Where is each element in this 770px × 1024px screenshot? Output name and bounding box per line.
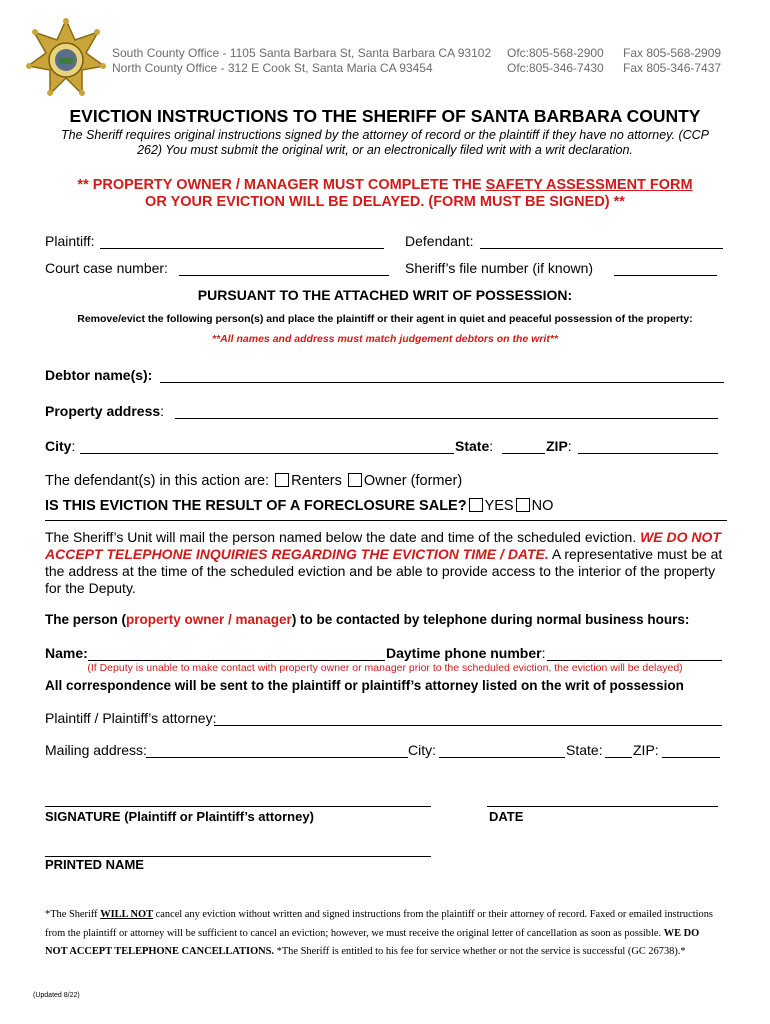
foreclosure-row <box>45 498 553 514</box>
date-label: DATE <box>489 809 524 824</box>
mailing-state-field[interactable] <box>605 757 632 758</box>
state-field[interactable] <box>502 453 545 454</box>
plaintiff-label: Plaintiff: <box>45 233 95 249</box>
intro-line-1: The Sheriff requires original instructions signed by the attorney of record or the plaintiff if they have no attorney. (CCP <box>60 128 710 142</box>
defendant-field[interactable] <box>480 248 723 249</box>
foreclosure-no-checkbox[interactable] <box>516 498 530 512</box>
defendants-type-label: The defendant(s) in this action are: <box>45 473 270 489</box>
debtor-names-label: Debtor name(s): <box>45 367 153 383</box>
footer-1a: *The Sheriff <box>45 909 101 920</box>
foreclosure-yes-checkbox[interactable] <box>469 498 483 512</box>
contact-pre: The person ( <box>45 612 127 627</box>
owner-label: Owner (former) <box>363 473 463 489</box>
state-colon: : <box>489 438 494 454</box>
city-colon: : <box>71 438 76 454</box>
city-text: City <box>45 438 72 454</box>
footer-line-3 <box>45 946 686 957</box>
safety-warning-line-1 <box>0 177 770 193</box>
intro-line-2: 262) You must submit the original writ, or an electronically filed writ with a writ declaration. <box>137 143 633 157</box>
footer-line-1 <box>45 909 713 920</box>
mailing-zip-label: ZIP: <box>633 742 659 758</box>
south-office-address: South County Office - 1105 Santa Barbara St, Santa Barbara CA 93102 <box>112 46 492 60</box>
contact-person-heading <box>45 612 689 627</box>
defendant-label: Defendant: <box>405 233 474 249</box>
mailing-zip-field[interactable] <box>662 757 720 758</box>
unit-para-line-4: for the Deputy. <box>45 580 136 596</box>
printed-name-label: PRINTED NAME <box>45 857 144 872</box>
mailing-city-label: City: <box>408 742 436 758</box>
city-label <box>45 438 75 454</box>
mailing-address-field[interactable] <box>146 757 408 758</box>
state-label <box>455 438 493 454</box>
unit-para-line-3: the address at the time of the scheduled eviction and be able to provide access to the interior of the property <box>45 563 716 579</box>
correspondence-note: All correspondence will be sent to the plaintiff or plaintiff’s attorney listed on the writ of possession <box>45 678 684 693</box>
contact-name-field[interactable] <box>88 660 385 661</box>
date-field[interactable] <box>487 806 718 807</box>
safety-warning-text: ** PROPERTY OWNER / MANAGER MUST COMPLETE THE <box>77 177 486 193</box>
pursuant-heading: PURSUANT TO THE ATTACHED WRIT OF POSSESSION: <box>197 287 573 303</box>
contact-name-label: Name: <box>45 645 88 661</box>
signature-label: SIGNATURE (Plaintiff or Plaintiff’s attorney) <box>45 809 314 824</box>
footer-no-phone-cancel: NOT ACCEPT TELEPHONE CANCELLATIONS. <box>45 946 275 957</box>
unit-para-line-1 <box>45 529 721 545</box>
footer-we-do: WE DO <box>663 928 700 939</box>
property-address-label <box>45 403 164 419</box>
section-divider <box>45 520 727 521</box>
foreclosure-label: IS THIS EVICTION THE RESULT OF A FORECLOSURE SALE? <box>45 498 467 514</box>
contact-red: property owner / manager <box>126 612 292 627</box>
daytime-phone-text: Daytime phone number <box>386 645 542 661</box>
foreclosure-no-label: NO <box>531 498 554 514</box>
footer-will-not: WILL NOT <box>100 909 154 920</box>
court-case-label: Court case number: <box>45 260 168 276</box>
north-office-phone: Ofc:805-346-7430 <box>507 61 604 75</box>
property-address-colon: : <box>160 403 165 419</box>
footer-line-2 <box>45 928 699 939</box>
plaintiff-field[interactable] <box>100 248 384 249</box>
renters-label: Renters <box>291 473 342 489</box>
property-address-field[interactable] <box>175 418 718 419</box>
footer-3b: *The Sheriff is entitled to his fee for service whether or not the service is successful (GC 26738).* <box>274 946 686 957</box>
sheriff-badge-logo <box>26 18 106 98</box>
south-office-fax: Fax 805-568-2909 <box>623 46 722 60</box>
safety-assessment-form-link[interactable]: SAFETY ASSESSMENT FORM <box>485 177 693 193</box>
debtor-names-field[interactable] <box>160 382 724 383</box>
updated-note: (Updated 8/22) <box>33 992 80 999</box>
safety-warning-line-2: OR YOUR EVICTION WILL BE DELAYED. (FORM MUST BE SIGNED) ** <box>145 194 625 210</box>
sheriff-file-field[interactable] <box>614 275 717 276</box>
names-match-note: **All names and address must match judgement debtors on the writ** <box>212 333 558 345</box>
south-office-phone: Ofc:805-568-2900 <box>507 46 604 60</box>
foreclosure-yes-label: YES <box>484 498 514 514</box>
contact-post: ) to be contacted by telephone during normal business hours: <box>291 612 690 627</box>
remove-instructions: Remove/evict the following person(s) and place the plaintiff or their agent in quiet and peaceful possession of the property: <box>77 313 693 325</box>
mailing-state-label: State: <box>566 742 603 758</box>
unit-para-red-1: WE DO NOT <box>640 529 721 545</box>
defendants-type-row <box>45 473 462 489</box>
unit-para-line-2 <box>45 546 722 562</box>
mailing-city-field[interactable] <box>439 757 565 758</box>
north-office-fax: Fax 805-346-7437 <box>623 61 722 75</box>
signature-field[interactable] <box>45 806 431 807</box>
city-field[interactable] <box>80 453 454 454</box>
deputy-note: (If Deputy is unable to make contact with property owner or manager prior to the scheduled eviction, the eviction will be delayed) <box>87 662 683 674</box>
owner-checkbox[interactable] <box>348 473 362 487</box>
zip-colon: : <box>567 438 572 454</box>
zip-text: ZIP <box>546 438 568 454</box>
mailing-address-label: Mailing address: <box>45 742 147 758</box>
zip-label <box>546 438 572 454</box>
sheriff-file-label: Sheriff’s file number (if known) <box>405 260 594 276</box>
unit-para-red-2: ACCEPT TELEPHONE INQUIRIES REGARDING THE EVICTION TIME / DATE. <box>45 546 549 562</box>
zip-field[interactable] <box>578 453 718 454</box>
attorney-label: Plaintiff / Plaintiff’s attorney: <box>45 710 217 726</box>
attorney-field[interactable] <box>214 725 722 726</box>
daytime-phone-colon: : <box>541 645 546 661</box>
unit-para-text-2: A representative must be at <box>548 546 723 562</box>
property-address-text: Property address <box>45 403 161 419</box>
daytime-phone-field[interactable] <box>547 660 722 661</box>
renters-checkbox[interactable] <box>275 473 289 487</box>
north-office-address: North County Office - 312 E Cook St, Santa Maria CA 93454 <box>112 61 433 75</box>
daytime-phone-label <box>386 645 545 661</box>
unit-para-text-1: The Sheriff’s Unit will mail the person named below the date and time of the scheduled eviction. <box>45 529 641 545</box>
court-case-field[interactable] <box>179 275 389 276</box>
state-text: State <box>455 438 490 454</box>
footer-1c: cancel any eviction without written and signed instructions from the plaintiff or their attorney of record. Faxed or emailed instructions <box>153 909 713 920</box>
footer-2a: from the plaintiff or attorney will be sufficient to cancel an eviction; however, we must receive the original letter of cancellation as soon as possible. <box>45 928 664 939</box>
page-title: EVICTION INSTRUCTIONS TO THE SHERIFF OF SANTA BARBARA COUNTY <box>69 106 701 126</box>
